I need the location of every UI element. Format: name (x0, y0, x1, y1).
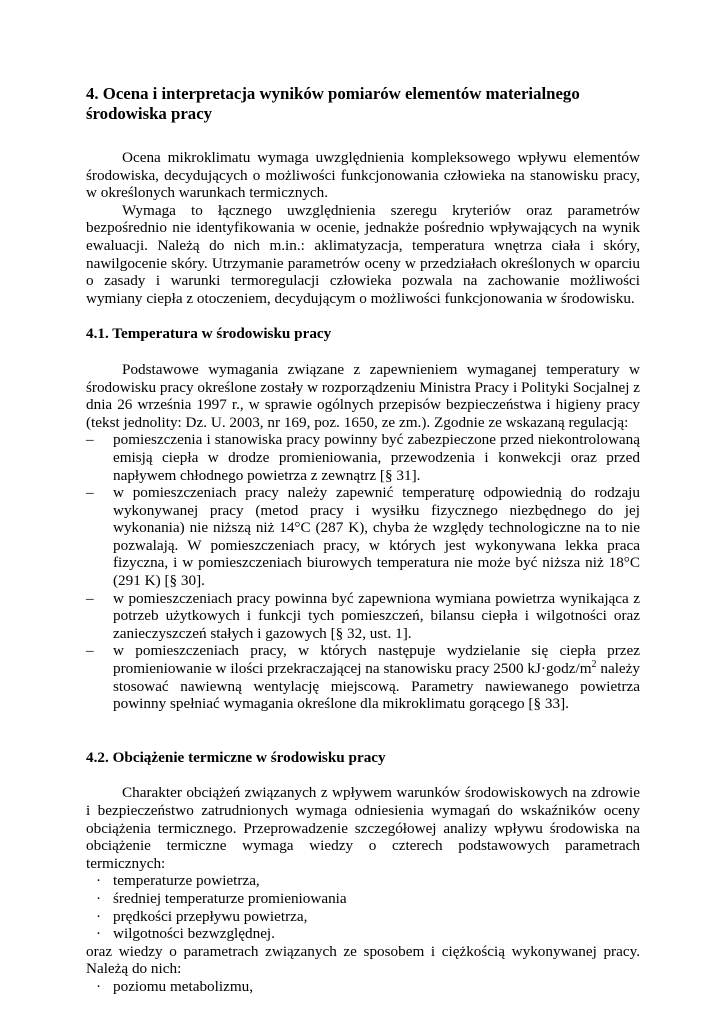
list-item: · wilgotności bezwzględnej. (86, 925, 640, 943)
list-item: · średniej temperaturze promieniowania (86, 890, 640, 908)
list-item: · prędkości przepływu powietrza, (86, 908, 640, 926)
list-item: · temperaturze powietrza, (86, 872, 640, 890)
document-page (86, 84, 640, 996)
list-item: – pomieszczenia i stanowiska pracy powinny być zabezpieczone przed niekontrolowaną emisją ciepła w drodze promieniowania, przewodzenia i konwekcji oraz przed napływem chłodnego powietrza z zewnątrz [§ 31]. (86, 431, 640, 484)
work-parameters-list (86, 978, 640, 996)
section-4-2-heading: 4.2. Obciążenie termiczne w środowisku pracy (86, 748, 386, 766)
section-4-1-heading: 4.1. Temperatura w środowisku pracy (86, 325, 332, 343)
chapter-title: 4. Ocena i interpretacja wyników pomiarów elementów materialnego środowiska pracy (86, 84, 580, 123)
regulation-list (86, 431, 640, 713)
section-4-2-paragraph-2: oraz wiedzy o parametrach związanych ze sposobem i ciężkością wykonywanej pracy. Należą do nich: (86, 942, 640, 978)
list-item (86, 642, 640, 712)
intro-paragraph-1: Ocena mikroklimatu wymaga uwzględnienia kompleksowego wpływu elementów środowiska, decydujących o możliwości funkcjonowania człowieka na stanowisku pracy, w określonych warunkach termicznych. (86, 149, 640, 202)
thermal-parameters-list (86, 872, 640, 942)
section-4-1-paragraph: Podstawowe wymagania związane z zapewnieniem wymaganej temperatury w środowisku pracy określone zostały w rozporządzeniu Ministra Pracy i Polityki Socjalnej z dnia 26 września 1997 r., w sprawie ogólnych przepisów bezpieczeństwa i higieny pracy (tekst jednolity: Dz. U. 2003, nr 169, poz. 1650, ze zm.). Zgodnie ze wskazaną regulacją: (86, 360, 640, 431)
intro-paragraph-2: Wymaga to łącznego uwzględnienia szeregu kryteriów oraz parametrów bezpośrednio nie identyfikowania w ocenie, jednakże pośrednio wpływających na wynik ewaluacji. Należą do nich m.in.: aklimatyzacja, temperatura wnętrza ciała i skóry, nawilgocenie skóry. Utrzymanie parametrów oceny w przedziałach określonych w oparciu o zasady i warunki termoregulacji człowieka pozwala na zachowanie możliwości wymiany ciepła z otoczeniem, decydującym o możliwości funkcjonowania w środowisku. (86, 201, 640, 307)
list-item: – w pomieszczeniach pracy należy zapewnić temperaturę odpowiednią do rodzaju wykonywanej pracy (metod pracy i wysiłku fizycznego niezbędnego do jej wykonania) nie niższą niż 14°C (287 K), chyba że względy technologiczne na to nie pozwalają. W pomieszczeniach pracy, w których jest wykonywana lekka praca fizyczna, i w pomieszczeniach biurowych temperatura nie może być niższa niż 18°C (291 K) [§ 30]. (86, 484, 640, 590)
section-4-2-paragraph: Charakter obciążeń związanych z wpływem warunków środowiskowych na zdrowie i bezpieczeństwo zatrudnionych wymaga odniesienia wymagań do wskaźników oceny obciążenia termicznego. Przeprowadzenie szczegółowej analizy wpływu środowiska na obciążenie termiczne wymaga wiedzy o czterech podstawowych parametrach termicznych: (86, 784, 640, 872)
superscript: 2 (591, 658, 597, 670)
list-item: – w pomieszczeniach pracy powinna być zapewniona wymiana powietrza wynikająca z potrzeb użytkowych i funkcji tych pomieszczeń, bilansu ciepła i wilgotności oraz zanieczyszczeń stałych i gazowych [§ 32, ust. 1]. (86, 590, 640, 643)
list-item: · poziomu metabolizmu, (86, 978, 640, 996)
list-item-text: w pomieszczeniach pracy, w których następuje wydzielanie się ciepła przez promieniowanie w ilości przekraczającej na stanowisku pracy 2500 kJ·godz/m (113, 642, 640, 678)
list-item-text: należy stosować nawiewną wentylację miejscową. Parametry nawiewanego powietrza powinny spełniać wymagania określone dla mikroklimatu gorącego [§ 33]. (113, 660, 640, 713)
